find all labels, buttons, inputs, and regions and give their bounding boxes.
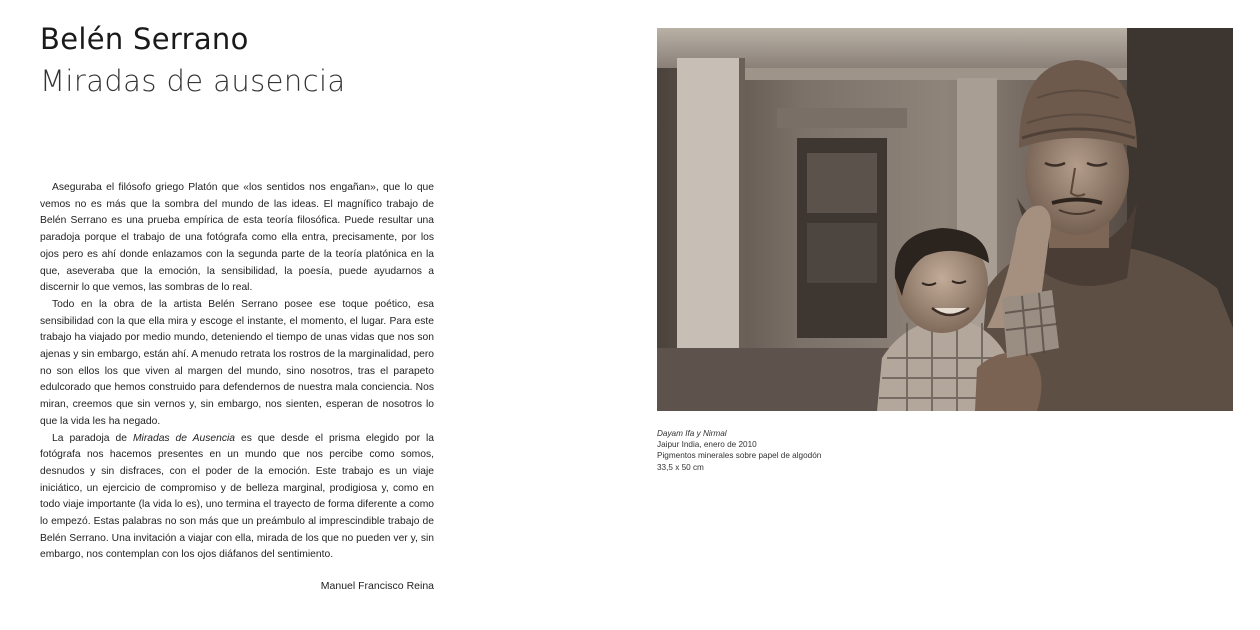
essay-paragraph: Todo en la obra de la artista Belén Serrano posee ese toque poético, esa sensibilidad con la que ella mira y escoge el instante, el momento, el lugar. Para este trabajo ha viajado por medio mundo, deteniendo el tiempo de unas vidas que nos son ajenas y sin embargo, están ahí. A menudo retrata los rostros de la marginalidad, pero no son ellos los que viven al margen del mundo, sino nosotros, tras el parapeto edulcorado que hemos construido para defendernos de nuestra mala conciencia. Nos miran, creemos que sin vernos y, sin embargo, nos sienten, esperan de nosotros lo que la vida les ha negado.: [40, 298, 434, 427]
photograph: [657, 28, 1233, 411]
essay-signature: Manuel Francisco Reina: [320, 580, 434, 592]
photo-illustration: [657, 28, 1233, 411]
right-page: [630, 0, 1260, 630]
exhibition-title: Miradas de ausencia: [40, 64, 346, 98]
photo-caption: [657, 428, 957, 473]
essay-paragraph: La paradoja de Miradas de Ausencia es que desde el prisma elegido por la fotógrafa nos hacemos presentes en un mundo que nos percibe como somos, desnudos y sin disfraces, con el poder de la emoción. Este trabajo es un viaje iniciático, un ejercicio de compromiso y de belleza marginal, prodigiosa y, como en todo viaje importante (la vida lo es), uno termina el trayecto de forma diferente a como lo empezó. Estas palabras no son más que un preámbulo al imprescindible trabajo de Belén Serrano. Una invitación a viajar con ella, mirada de los que no pueden ver y, sin embargo, nos contemplan con los ojos diáfanos del sentimiento.: [40, 432, 434, 561]
author-name: Belén Serrano: [40, 22, 249, 56]
caption-technique: Pigmentos minerales sobre papel de algodón: [657, 451, 822, 461]
essay-text: [40, 180, 434, 564]
caption-title: Dayam Ifa y Nirmal: [657, 429, 727, 438]
essay-paragraph: Aseguraba el filósofo griego Platón que «los sentidos nos engañan», que lo que vemos no es más que la sombra del mundo de las ideas. El magnífico trabajo de Belén Serrano es una prueba empírica de esta teoría filosófica. Puede resultar una paradoja porque el trabajo de una fotógrafa como ella entra, precisamente, por los ojos pero es ahí donde enlazamos con la segunda parte de la teoría platónica en la que, aseveraba que la emoción, la sensibilidad, la poesía, puede ayudarnos a discernir lo que vemos, las sombras de lo real.: [40, 182, 434, 294]
caption-place-date: Jaipur India, enero de 2010: [657, 440, 757, 450]
work-title-italic: Miradas de Ausencia: [132, 432, 235, 444]
caption-dimensions: 33,5 x 50 cm: [657, 462, 704, 472]
